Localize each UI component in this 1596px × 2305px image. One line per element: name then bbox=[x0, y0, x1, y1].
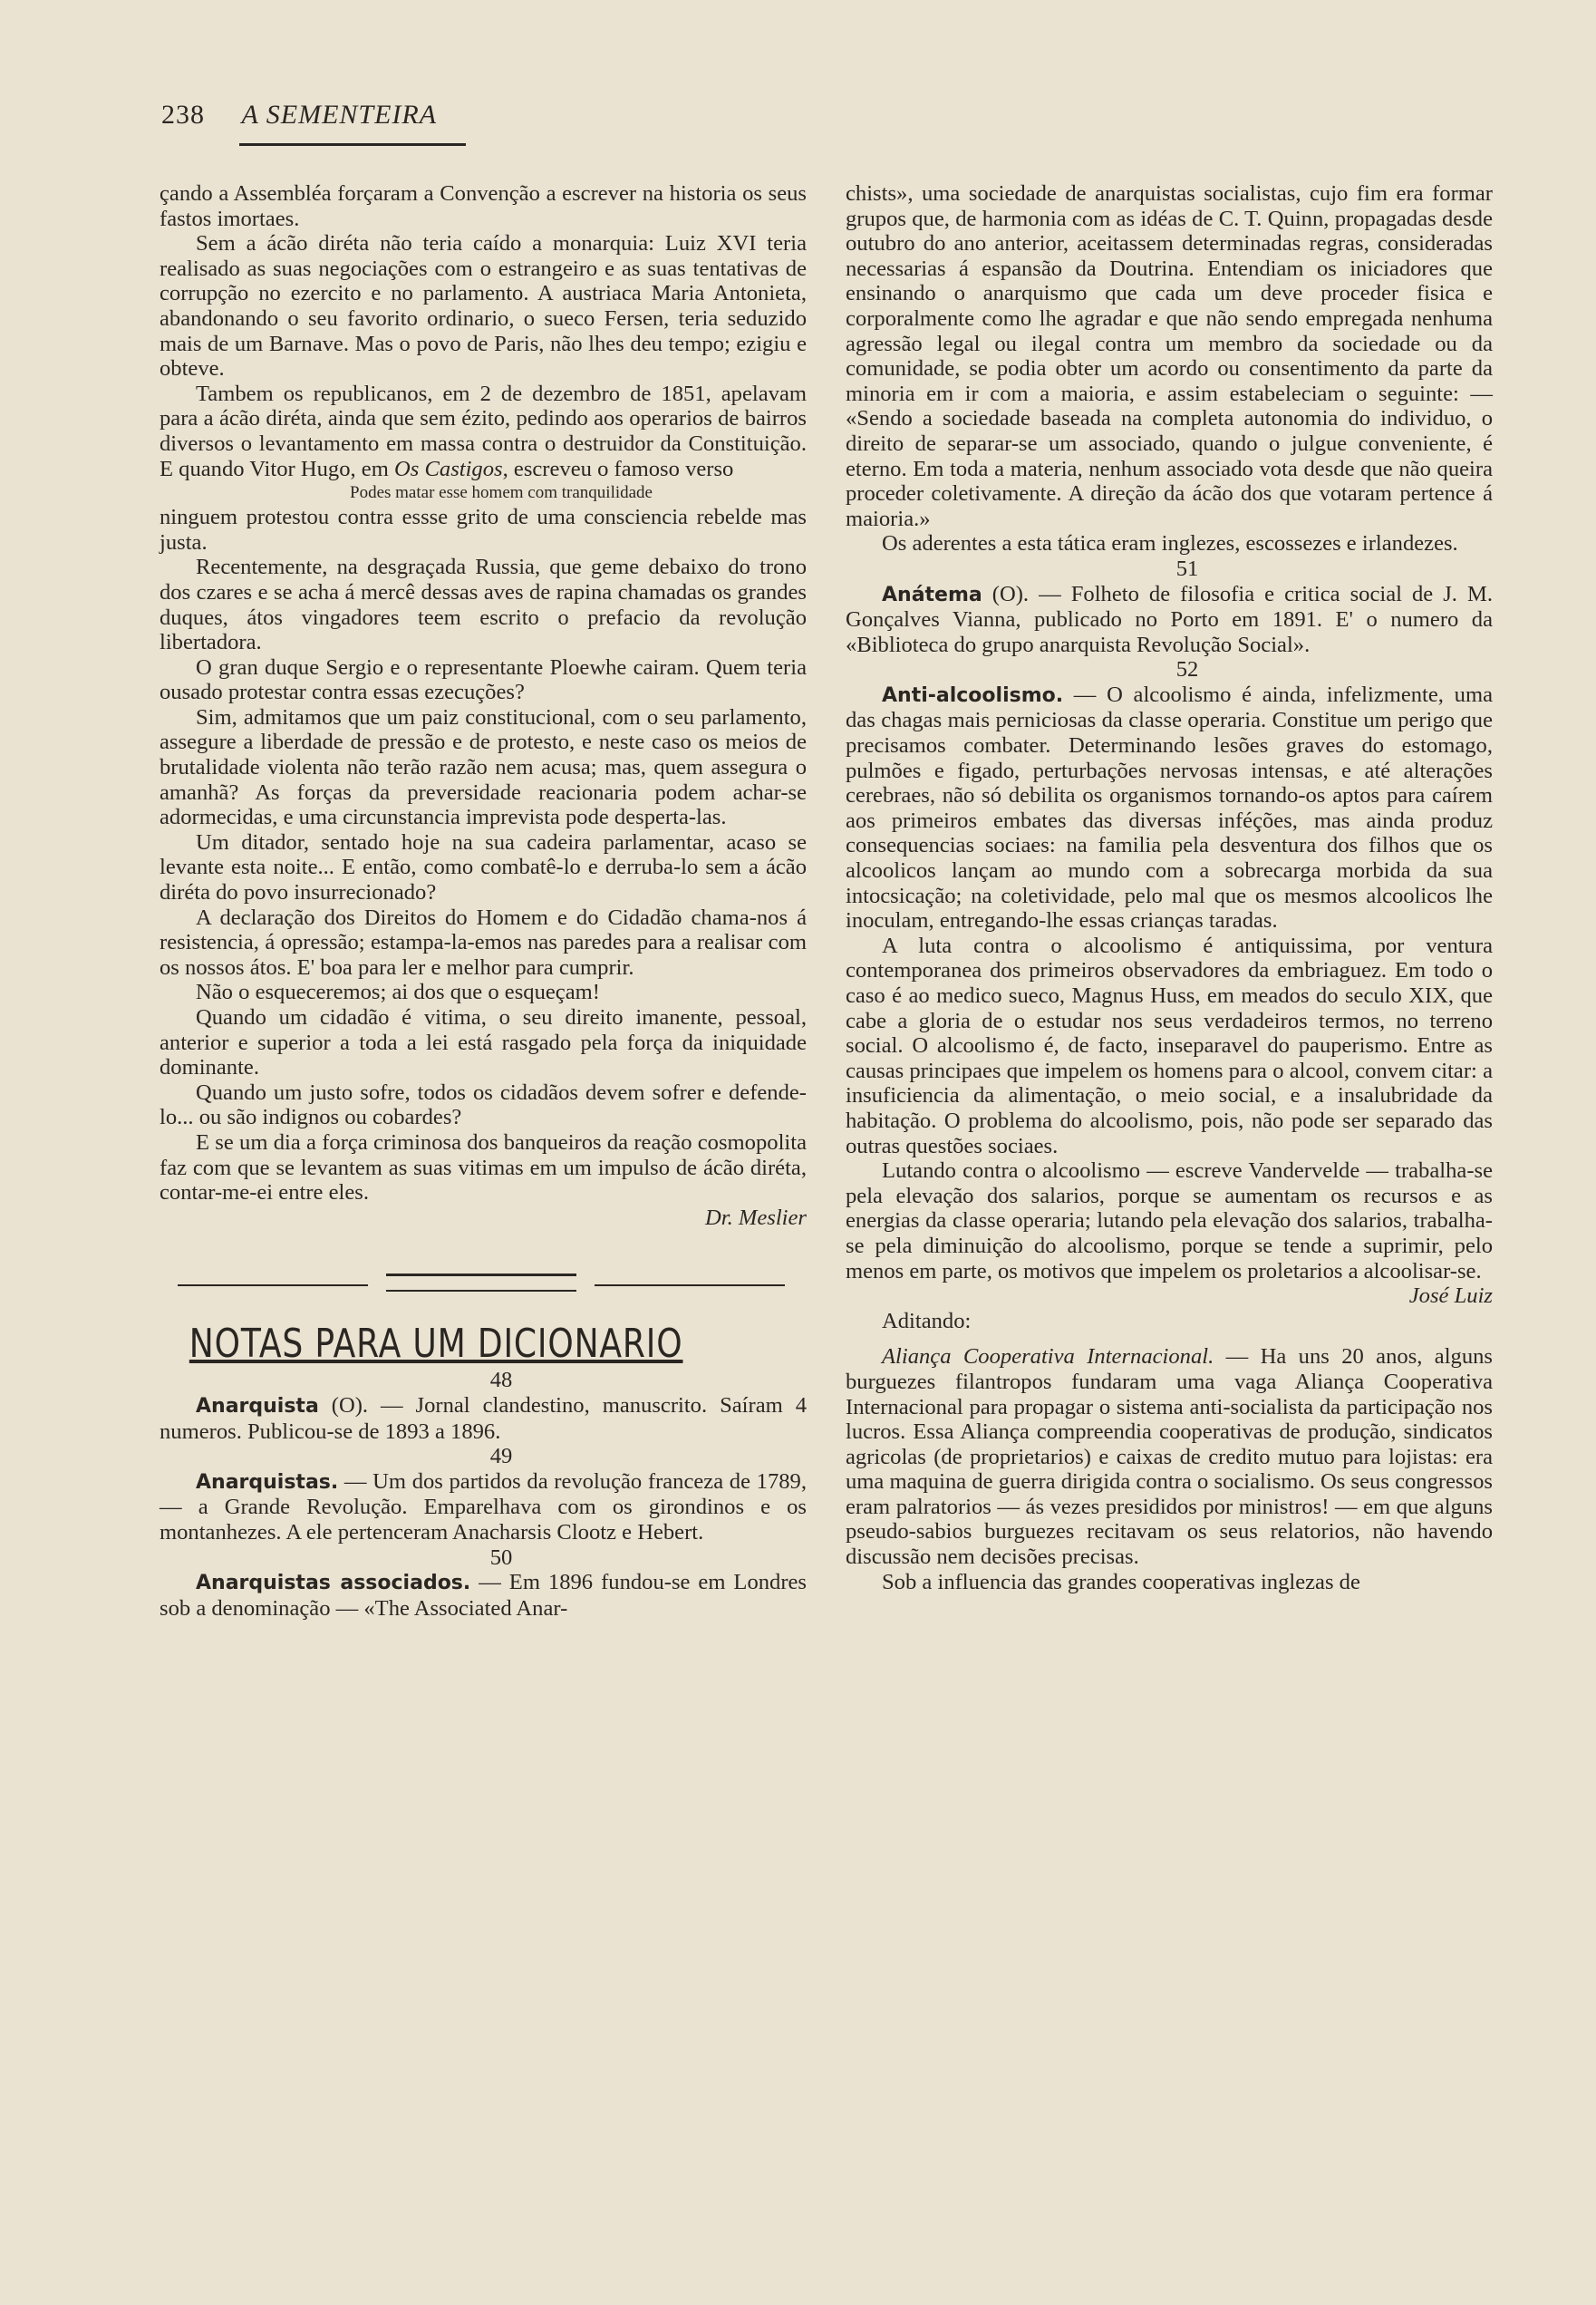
dictionary-entry bbox=[160, 1469, 807, 1545]
paragraph: Recentemente, na desgraçada Russia, que geme debaixo do trono dos czares e se acha á mercê dessas aves de rapina chamadas os grandes duques, átos vingadores teem escrito o prefacio da revolução libertadora. bbox=[160, 555, 807, 655]
entry-term: Anti-alcoolismo. bbox=[882, 683, 1064, 707]
divider-rule bbox=[595, 1284, 785, 1286]
addendum-label: Aditando: bbox=[882, 1308, 972, 1333]
paragraph: Os aderentes a esta tática eram inglezes, escossezes e irlandezes. bbox=[882, 531, 1458, 557]
spacer bbox=[846, 1333, 1493, 1344]
paragraph: O gran duque Sergio e o representante Ploewhe cairam. Quem teria ousado protestar contra essas ezecuções? bbox=[160, 654, 807, 705]
entry-term: Anátema bbox=[882, 583, 982, 606]
entry-number: 52 bbox=[1175, 657, 1199, 683]
paragraph: çando a Assembléa forçaram a Convenção a escrever na historia os seus fastos imortaes. bbox=[160, 181, 807, 231]
book-title: Os Castigos bbox=[394, 456, 503, 481]
divider-rule bbox=[178, 1284, 368, 1286]
entry-number: 51 bbox=[1175, 556, 1199, 581]
entry-number: 49 bbox=[489, 1444, 513, 1469]
dictionary-entry bbox=[846, 582, 1493, 658]
paragraph: A luta contra o alcoolismo é antiquissima, por ventura contemporanea dos primeiros observadores da embriaguez. Em todo o caso é ao medico sueco, Magnus Huss, em meados do seculo XIX, que cabe a gloria de o estudar nos seus verdadeiros termos, no terreno social. O alcoolismo é, de facto, inseparavel do pauperismo. Entre as causas principaes que impelem os homens para o alcool, convem citar: a insuficiencia da alimentação, o meio social, e a insalubridade da habitação. O problema do alcoolismo, pois, não pode ser separado das outras questões sociaes. bbox=[846, 933, 1493, 1158]
dictionary-entry bbox=[160, 1393, 807, 1444]
author-signature: José Luiz bbox=[1408, 1283, 1493, 1309]
entry-term: Anarquista bbox=[196, 1394, 319, 1418]
paragraph-text: — Ha uns 20 anos, alguns burguezes filantropos fundaram uma vaga Aliança Cooperativa Internacional para propagar o sistema anti-socialista da participação nos lucros. Essa Aliança compreendia cooperativas de produção, sindicatos agricolas (de proprietarios) e caixas de credito mutuo para lojistas: era uma maquina de guerra dirigida contra o socialismo. Os seus congressos eram palratorios — ás vezes presididos por ministros! — em que alguns pseudo-sabios burguezes recitavam os seus relatorios, não havendo discussão nem decisões precisas. bbox=[846, 1344, 1494, 1570]
left-column bbox=[160, 181, 807, 1621]
entry-term: Anarquistas. bbox=[196, 1470, 339, 1494]
paragraph: Sim, admitamos que um paiz constitucional, com o seu parlamento, assegure a liberdade de pressão e de protesto, e neste caso os meios de brutalidade violenta não terão razão nem acusa; mas, quem assegura o amanhã? As forças da preversidade reacionaria podem achar-se adormecidas, e uma circunstancia imprevista pode desperta-las. bbox=[160, 704, 807, 830]
paragraph: ninguem protestou contra essse grito de uma consciencia rebelde mas justa. bbox=[160, 505, 807, 555]
paragraph: Quando um cidadão é vitima, o seu direito imanente, pessoal, anterior e superior a toda a lei está rasgado pela força da iniquidade dominante. bbox=[160, 1005, 807, 1080]
entry-term: Anarquistas associados. bbox=[196, 1572, 471, 1595]
journal-title: A SEMENTEIRA bbox=[241, 100, 438, 130]
author-signature: Dr. Meslier bbox=[704, 1205, 807, 1230]
entry-text: — Em 1896 fundou-se em Londres sob a denominação — «The Associated Anar- bbox=[160, 1570, 808, 1621]
dictionary-entry bbox=[846, 683, 1493, 934]
paragraph bbox=[160, 382, 807, 481]
entry-text: — Um dos partidos da revolução franceza de 1789, — a Grande Revolução. Emparelhava com os girondinos e os montanhezes. A ele pertenceram Anacharsis Clootz e Hebert. bbox=[160, 1468, 807, 1545]
paragraph: A declaração dos Direitos do Homem e do Cidadão chama-nos á resistencia, á opressão; estampa-la-emos nas paredes para a realisar com os nossos átos. E' boa para ler e melhor para cumprir. bbox=[160, 905, 807, 980]
paragraph: Um ditador, sentado hoje na sua cadeira parlamentar, acaso se levante esta noite... E então, como combatê-lo e derruba-lo sem a ácão diréta do povo insurrecionado? bbox=[160, 829, 807, 906]
paragraph: Quando um justo sofre, todos os cidadãos devem sofrer e defende-lo... ou são indignos ou cobardes? bbox=[160, 1080, 807, 1130]
paragraph: Lutando contra o alcoolismo — escreve Vandervelde — trabalha-se pela elevação dos salarios, porque se aumentam os recursos e as energias da classe operaria; lutando pela elevação dos salarios, trabalha-se pela diminuição do alcoolismo, porque se tende a suprimir, pelo menos em parte, os motivos que impelem os proletarios a alcoolisar-se. bbox=[846, 1158, 1493, 1283]
section-divider bbox=[160, 1248, 807, 1321]
paragraph bbox=[846, 1344, 1493, 1569]
entry-text: (O). — Jornal clandestino, manuscrito. Saíram 4 numeros. Publicou-se de 1893 a 1896. bbox=[160, 1392, 807, 1444]
page-header bbox=[161, 100, 437, 131]
paragraph: chists», uma sociedade de anarquistas socialistas, cujo fim era formar grupos que, de harmonia com as idéas de C. T. Quinn, propagadas desde outubro do ano anterior, aceitassem determinadas regras, consideradas necessarias á espansão da Doutrina. Entendiam os iniciadores que ensinando o anarquismo que cada um deve proceder fisica e corporalmente como lhe agradar e que não sendo empregada nenhuma agressão legal ou ilegal contra um membro da sociedade ou da comunidade, se podia obter um acordo ou consentimento da parte da minoria em ir com a maioria, e assim estabeleciam o seguinte: — «Sendo a sociedade baseada na completa autonomia do individuo, o direito de separar-se um associado, quando o julgue conveniente, é eterno. Em toda a materia, nenhum associado vota desde que não queira proceder coletivamente. A direção da ácão dos que votaram pertence á maioria.» bbox=[846, 181, 1493, 531]
entry-number: 50 bbox=[489, 1545, 513, 1570]
entry-text: — O alcoolismo é ainda, infelizmente, uma das chagas mais perniciosas da classe operaria. Constitue um perigo que precisamos combater. Determinando lesões graves do estomago, pulmões e figado, perturbações nervosas intensas, e até alterações cerebraes, não só debilita os organismos tornando-os aptos para caírem aos primeiros embates das diversas inféções, mas ainda produz consequencias sociaes: na familia pela desventura dos filhos que os alcoolicos lançam ao mundo com a sobrecarga morbida da sua intocsicação; na coletividade, pelo mal que os mesmos alcoolicos lhe inoculam, entregando-lhe essas crianças taradas. bbox=[846, 682, 1493, 934]
right-column bbox=[846, 181, 1493, 1594]
paragraph: Sob a influencia das grandes cooperativas inglezas de bbox=[882, 1569, 1360, 1594]
entry-term-italic: Aliança Cooperativa Internacional. bbox=[882, 1344, 1214, 1370]
entry-text: (O). — Folheto de filosofia e critica social de J. M. Gonçalves Vianna, publicado no Porto em 1891. E' o numero da «Biblioteca do grupo anarquista Revolução Social». bbox=[846, 581, 1493, 657]
quoted-verse: Podes matar esse homem com tranquilidade bbox=[350, 483, 653, 503]
paragraph: E se um dia a força criminosa dos banqueiros da reação cosmopolita faz com que se levantem as suas vitimas em um impulso de ácão diréta, contar-me-ei entre eles. bbox=[160, 1129, 807, 1206]
divider-rule bbox=[386, 1290, 576, 1292]
entry-number: 48 bbox=[489, 1368, 513, 1393]
paragraph: Não o esqueceremos; ai dos que o esqueçam! bbox=[196, 980, 600, 1005]
dictionary-entry bbox=[160, 1570, 807, 1621]
paragraph-text: , escreveu o famoso verso bbox=[502, 456, 734, 481]
header-underline bbox=[239, 143, 466, 146]
paragraph: Sem a ácão diréta não teria caído a monarquia: Luiz XVI teria realisado as suas negociações com o estrangeiro e as suas tentativas de corrupção no ezercito e no parlamento. A austriaca Maria Antonieta, abandonando o seu favorito ordinario, o sueco Fersen, teria seduzido mais de um Barnave. Mas o povo de Paris, não lhes deu tempo; ezigiu e obteve. bbox=[160, 231, 807, 382]
section-title: NOTAS PARA UM DICIONARIO bbox=[189, 1321, 683, 1368]
divider-rule bbox=[386, 1274, 576, 1276]
page-number: 238 bbox=[161, 100, 205, 130]
paragraph-text: Tambem os republicanos, em 2 de dezembro de 1851, apelavam para a ácão diréta, ainda que sem ézito, pedindo aos operarios de bairros diversos o levantamento em massa contra o destruidor da Constituição. E quando Vitor Hugo, em bbox=[160, 381, 807, 481]
